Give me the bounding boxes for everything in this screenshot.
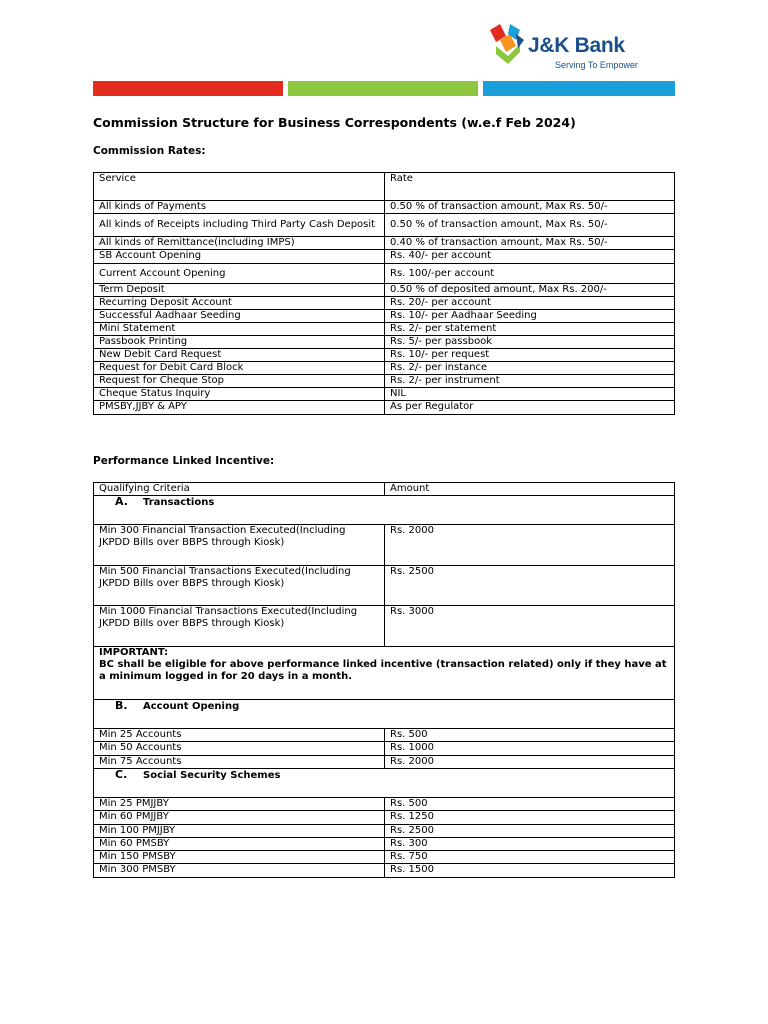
- section-title: Transactions: [143, 497, 215, 508]
- service-cell: Recurring Deposit Account: [94, 297, 385, 310]
- service-cell: New Debit Card Request: [94, 349, 385, 362]
- table-row: [94, 566, 675, 606]
- rate-cell: Rs. 10/- per Aadhaar Seeding: [385, 310, 675, 323]
- table-row: [94, 323, 675, 336]
- section-title: Social Security Schemes: [143, 770, 281, 781]
- amount-cell: Rs. 2000: [385, 525, 675, 566]
- rate-cell: Rs. 2/- per statement: [385, 323, 675, 336]
- table-row: [94, 201, 675, 214]
- table-row: [94, 237, 675, 250]
- rate-cell: 0.50 % of deposited amount, Max Rs. 200/-: [385, 284, 675, 297]
- section-heading-row: [94, 700, 675, 729]
- service-cell: Request for Cheque Stop: [94, 375, 385, 388]
- table-row: [94, 864, 675, 878]
- service-cell: Successful Aadhaar Seeding: [94, 310, 385, 323]
- section-letter: C.: [115, 768, 128, 781]
- table-row: [94, 310, 675, 323]
- service-cell: Current Account Opening: [94, 264, 385, 284]
- table-header-row: [94, 483, 675, 496]
- table-row: [94, 297, 675, 310]
- brand-tagline: Serving To Empower: [555, 60, 638, 70]
- amount-cell: Rs. 2000: [385, 756, 675, 769]
- service-cell: Cheque Status Inquiry: [94, 388, 385, 401]
- criteria-cell: Min 60 PMSBY: [94, 838, 385, 851]
- amount-cell: Rs. 500: [385, 729, 675, 742]
- section-heading-row: [94, 769, 675, 798]
- table-row: [94, 349, 675, 362]
- service-cell: SB Account Opening: [94, 250, 385, 264]
- criteria-cell: Min 75 Accounts: [94, 756, 385, 769]
- table-row: [94, 729, 675, 742]
- green-stripe: [288, 81, 478, 96]
- table-row: [94, 825, 675, 838]
- criteria-cell: Min 100 PMJJBY: [94, 825, 385, 838]
- important-note: [94, 647, 675, 700]
- rate-cell: Rs. 40/- per account: [385, 250, 675, 264]
- table-row: [94, 284, 675, 297]
- rate-cell: As per Regulator: [385, 401, 675, 415]
- table-row: [94, 756, 675, 769]
- rate-cell: Rs. 2/- per instrument: [385, 375, 675, 388]
- table-row: [94, 362, 675, 375]
- rate-cell: Rs. 5/- per passbook: [385, 336, 675, 349]
- commission-rates-table: [93, 172, 675, 415]
- criteria-cell: Min 25 PMJJBY: [94, 798, 385, 811]
- commission-rates-heading: Commission Rates:: [93, 145, 206, 157]
- rate-cell: Rs. 2/- per instance: [385, 362, 675, 375]
- column-header-amount: Amount: [385, 483, 675, 496]
- blue-stripe: [483, 81, 675, 96]
- incentive-heading: Performance Linked Incentive:: [93, 455, 275, 467]
- amount-cell: Rs. 1500: [385, 864, 675, 878]
- amount-cell: Rs. 1000: [385, 742, 675, 756]
- table-row: [94, 388, 675, 401]
- service-cell: Term Deposit: [94, 284, 385, 297]
- section-title: Account Opening: [143, 701, 240, 712]
- criteria-cell: Min 25 Accounts: [94, 729, 385, 742]
- criteria-cell: Min 1000 Financial Transactions Executed(Including JKPDD Bills over BBPS through Kiosk): [94, 606, 385, 647]
- table-row: [94, 798, 675, 811]
- red-stripe: [93, 81, 283, 96]
- amount-cell: Rs. 500: [385, 798, 675, 811]
- service-cell: All kinds of Receipts including Third Party Cash Deposit: [94, 214, 385, 237]
- table-row: [94, 401, 675, 415]
- table-row: [94, 250, 675, 264]
- criteria-cell: Min 300 Financial Transaction Executed(Including JKPDD Bills over BBPS through Kiosk): [94, 525, 385, 566]
- amount-cell: Rs. 2500: [385, 825, 675, 838]
- amount-cell: Rs. 2500: [385, 566, 675, 606]
- rate-cell: NIL: [385, 388, 675, 401]
- table-row: [94, 606, 675, 647]
- service-cell: PMSBY,JJBY & APY: [94, 401, 385, 415]
- brand-name: J&K Bank: [528, 34, 625, 57]
- service-cell: Passbook Printing: [94, 336, 385, 349]
- rate-cell: Rs. 100/-per account: [385, 264, 675, 284]
- section-letter: A.: [115, 495, 128, 508]
- rate-cell: 0.50 % of transaction amount, Max Rs. 50/-: [385, 201, 675, 214]
- column-header-criteria: Qualifying Criteria: [94, 483, 385, 496]
- table-row: [94, 214, 675, 237]
- section-heading: [94, 700, 675, 729]
- rate-cell: 0.50 % of transaction amount, Max Rs. 50/-: [385, 214, 675, 237]
- section-heading: [94, 496, 675, 525]
- table-row: [94, 838, 675, 851]
- section-heading: [94, 769, 675, 798]
- service-cell: All kinds of Remittance(including IMPS): [94, 237, 385, 250]
- criteria-cell: Min 300 PMSBY: [94, 864, 385, 878]
- header-color-stripe: [93, 81, 675, 96]
- rate-cell: Rs. 20/- per account: [385, 297, 675, 310]
- section-heading-row: [94, 496, 675, 525]
- rate-cell: Rs. 10/- per request: [385, 349, 675, 362]
- criteria-cell: Min 150 PMSBY: [94, 851, 385, 864]
- important-text: BC shall be eligible for above performance linked incentive (transaction related) only if they have at a minimum logged in for 20 days in a month.: [99, 659, 667, 682]
- table-row: [94, 375, 675, 388]
- incentive-table: [93, 482, 675, 878]
- important-note-row: [94, 647, 675, 700]
- amount-cell: Rs. 3000: [385, 606, 675, 647]
- table-row: [94, 811, 675, 825]
- document-title: Commission Structure for Business Correspondents (w.e.f Feb 2024): [93, 115, 576, 130]
- column-header-service: Service: [94, 173, 385, 201]
- criteria-cell: Min 500 Financial Transactions Executed(Including JKPDD Bills over BBPS through Kiosk): [94, 566, 385, 606]
- column-header-rate: Rate: [385, 173, 675, 201]
- section-letter: B.: [115, 699, 128, 712]
- table-row: [94, 525, 675, 566]
- table-row: [94, 851, 675, 864]
- table-row: [94, 742, 675, 756]
- service-cell: All kinds of Payments: [94, 201, 385, 214]
- criteria-cell: Min 50 Accounts: [94, 742, 385, 756]
- table-row: [94, 264, 675, 284]
- table-header-row: [94, 173, 675, 201]
- service-cell: Request for Debit Card Block: [94, 362, 385, 375]
- service-cell: Mini Statement: [94, 323, 385, 336]
- amount-cell: Rs. 750: [385, 851, 675, 864]
- amount-cell: Rs. 1250: [385, 811, 675, 825]
- table-row: [94, 336, 675, 349]
- amount-cell: Rs. 300: [385, 838, 675, 851]
- important-label: IMPORTANT:: [99, 647, 169, 658]
- rate-cell: 0.40 % of transaction amount, Max Rs. 50/-: [385, 237, 675, 250]
- criteria-cell: Min 60 PMJJBY: [94, 811, 385, 825]
